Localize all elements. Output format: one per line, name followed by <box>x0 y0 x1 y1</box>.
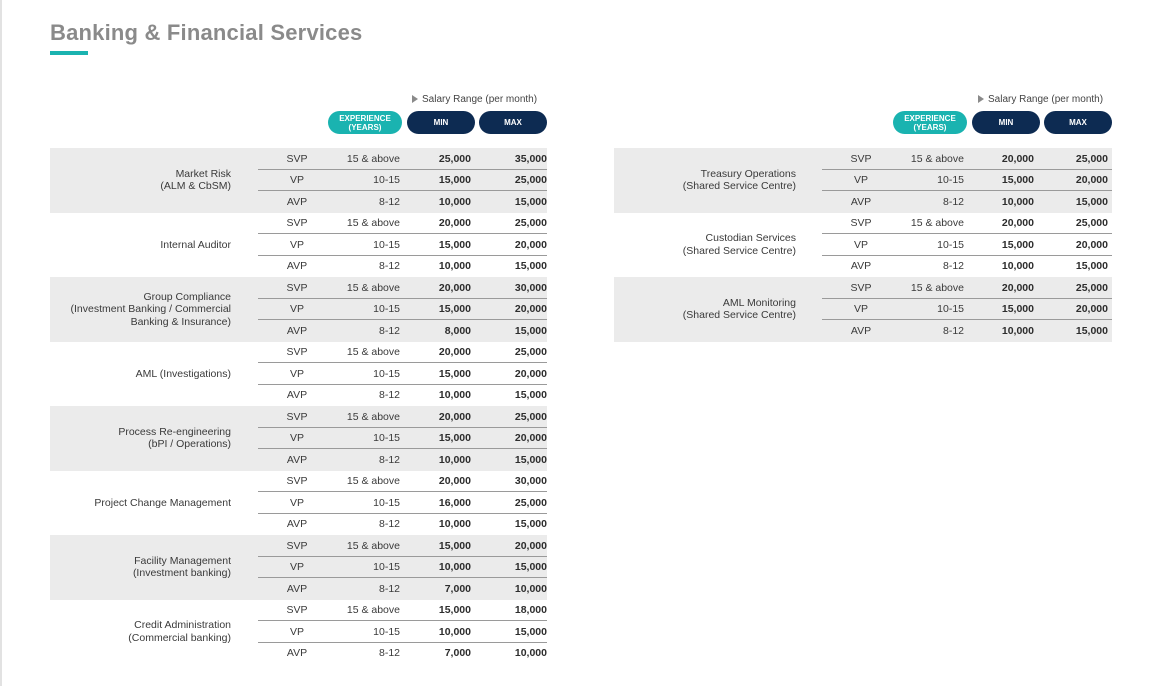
max-salary-cell: 20,000 <box>1075 238 1108 251</box>
experience-cell: 8-12 <box>378 518 400 531</box>
min-salary-cell: 25,000 <box>438 152 471 165</box>
experience-cell: 8-12 <box>378 260 400 273</box>
left-groups <box>50 148 547 664</box>
table-row <box>258 234 547 256</box>
table-row <box>258 363 547 385</box>
min-salary-cell: 10,000 <box>1001 195 1034 208</box>
experience-header <box>328 111 402 134</box>
max-salary-cell: 15,000 <box>1075 195 1108 208</box>
max-salary-cell: 25,000 <box>514 174 547 187</box>
experience-cell: 15 & above <box>910 281 964 294</box>
min-salary-cell: 15,000 <box>438 238 471 251</box>
table-row <box>258 385 547 407</box>
level-cell: SVP <box>850 281 872 294</box>
experience-cell: 15 & above <box>346 346 400 359</box>
role-group <box>50 406 547 471</box>
level-cell: VP <box>289 561 304 574</box>
experience-cell: 15 & above <box>346 410 400 423</box>
role-group <box>50 600 547 665</box>
max-salary-cell: 15,000 <box>514 561 547 574</box>
triangle-right-icon <box>412 95 418 103</box>
min-salary-cell: 10,000 <box>438 260 471 273</box>
level-cell: SVP <box>850 152 872 165</box>
min-salary-cell: 8,000 <box>444 324 471 337</box>
level-cell: AVP <box>286 260 308 273</box>
experience-cell: 10-15 <box>937 303 964 316</box>
max-salary-cell: 25,000 <box>514 410 547 423</box>
table-row <box>822 277 1112 299</box>
role-label <box>614 277 796 342</box>
role-rows <box>258 277 547 342</box>
role-label <box>50 213 231 278</box>
max-salary-cell: 30,000 <box>514 475 547 488</box>
experience-cell: 15 & above <box>910 217 964 230</box>
min-salary-cell: 20,000 <box>1001 217 1034 230</box>
level-cell: AVP <box>286 582 308 595</box>
role-rows <box>822 213 1112 278</box>
role-label-line: (ALM & CbSM) <box>160 180 231 193</box>
table-row <box>258 492 547 514</box>
table-row <box>258 557 547 579</box>
role-label-line: (Shared Service Centre) <box>682 244 796 257</box>
experience-header <box>893 111 967 134</box>
role-group <box>614 148 1112 213</box>
min-salary-cell: 10,000 <box>1001 260 1034 273</box>
min-salary-cell: 10,000 <box>438 195 471 208</box>
max-salary-cell: 25,000 <box>1075 281 1108 294</box>
level-cell: AVP <box>286 518 308 531</box>
max-salary-cell: 10,000 <box>514 647 547 660</box>
min-salary-cell: 15,000 <box>438 367 471 380</box>
salary-range-label: Salary Range (per month) <box>988 94 1104 105</box>
experience-label-line1: EXPERIENCE <box>339 113 391 123</box>
min-salary-cell: 10,000 <box>438 389 471 402</box>
min-salary-cell: 20,000 <box>1001 152 1034 165</box>
role-label <box>614 213 796 278</box>
role-label-line: AML (Investigations) <box>135 367 231 380</box>
max-salary-cell: 25,000 <box>514 217 547 230</box>
role-label-line: AML Monitoring <box>722 296 796 309</box>
level-cell: SVP <box>286 410 308 423</box>
level-cell: AVP <box>286 647 308 660</box>
table-row <box>258 471 547 493</box>
level-cell: AVP <box>850 324 872 337</box>
table-row <box>822 191 1112 213</box>
table-row <box>258 406 547 428</box>
role-label-line: Facility Management <box>134 554 231 567</box>
min-salary-cell: 15,000 <box>438 432 471 445</box>
min-header: MIN <box>407 111 475 134</box>
min-salary-cell: 15,000 <box>1001 238 1034 251</box>
max-salary-cell: 15,000 <box>514 518 547 531</box>
table-row <box>258 213 547 235</box>
min-salary-cell: 10,000 <box>1001 324 1034 337</box>
table-row <box>258 342 547 364</box>
table-row <box>258 320 547 342</box>
level-cell: SVP <box>286 281 308 294</box>
role-rows <box>258 535 547 600</box>
min-salary-cell: 15,000 <box>438 174 471 187</box>
experience-cell: 15 & above <box>346 539 400 552</box>
role-group <box>614 213 1112 278</box>
experience-cell: 10-15 <box>373 561 400 574</box>
table-row <box>258 170 547 192</box>
min-salary-cell: 20,000 <box>438 410 471 423</box>
role-label-line: Credit Administration <box>134 619 231 632</box>
table-row <box>258 148 547 170</box>
max-salary-cell: 15,000 <box>1075 324 1108 337</box>
min-salary-cell: 20,000 <box>438 475 471 488</box>
experience-cell: 8-12 <box>942 195 964 208</box>
level-cell: AVP <box>286 195 308 208</box>
role-label-line: Process Re-engineering <box>118 425 231 438</box>
max-header: MAX <box>1044 111 1112 134</box>
min-salary-cell: 20,000 <box>438 281 471 294</box>
table-row <box>258 449 547 471</box>
role-label-line: (Shared Service Centre) <box>682 180 796 193</box>
table-row <box>258 191 547 213</box>
experience-cell: 8-12 <box>378 647 400 660</box>
min-salary-cell: 16,000 <box>438 496 471 509</box>
role-label-line: Group Compliance <box>143 290 231 303</box>
role-label <box>50 406 231 471</box>
max-salary-cell: 15,000 <box>514 389 547 402</box>
experience-cell: 15 & above <box>346 604 400 617</box>
table-row <box>822 299 1112 321</box>
max-salary-cell: 15,000 <box>514 260 547 273</box>
level-cell: VP <box>289 174 304 187</box>
table-row <box>822 256 1112 278</box>
table-row <box>258 643 547 665</box>
role-label-line: Internal Auditor <box>160 238 231 251</box>
min-salary-cell: 10,000 <box>438 625 471 638</box>
role-label-line: (Investment Banking / Commercial <box>70 303 231 315</box>
role-label-line: Custodian Services <box>705 232 796 245</box>
experience-cell: 10-15 <box>373 367 400 380</box>
max-salary-cell: 20,000 <box>514 238 547 251</box>
role-label <box>50 600 231 665</box>
role-rows <box>258 600 547 665</box>
experience-cell: 15 & above <box>346 152 400 165</box>
min-salary-cell: 15,000 <box>1001 174 1034 187</box>
right-groups <box>614 148 1112 342</box>
page-title: Banking & Financial Services <box>50 20 363 45</box>
experience-cell: 15 & above <box>910 152 964 165</box>
level-cell: AVP <box>850 260 872 273</box>
role-label-line: (Investment banking) <box>132 567 231 580</box>
experience-cell: 10-15 <box>373 496 400 509</box>
role-rows <box>822 277 1112 342</box>
table-row <box>258 299 547 321</box>
salary-range-note <box>978 94 1103 105</box>
triangle-right-icon <box>978 95 984 103</box>
max-salary-cell: 10,000 <box>514 582 547 595</box>
max-salary-cell: 25,000 <box>1075 152 1108 165</box>
min-salary-cell: 15,000 <box>1001 303 1034 316</box>
role-rows <box>258 406 547 471</box>
experience-cell: 15 & above <box>346 475 400 488</box>
table-row <box>822 170 1112 192</box>
salary-range-label: Salary Range (per month) <box>422 94 538 105</box>
role-rows <box>258 148 547 213</box>
role-rows <box>258 342 547 407</box>
max-salary-cell: 15,000 <box>514 625 547 638</box>
table-row <box>258 621 547 643</box>
table-row <box>258 514 547 536</box>
role-label-line: Treasury Operations <box>700 167 796 180</box>
max-salary-cell: 18,000 <box>514 604 547 617</box>
experience-cell: 10-15 <box>373 238 400 251</box>
level-cell: VP <box>853 238 868 251</box>
experience-cell: 15 & above <box>346 281 400 294</box>
page-edge <box>0 0 2 686</box>
min-salary-cell: 7,000 <box>444 582 471 595</box>
level-cell: SVP <box>286 604 308 617</box>
role-group <box>50 148 547 213</box>
level-cell: VP <box>289 303 304 316</box>
experience-cell: 15 & above <box>346 217 400 230</box>
min-header: MIN <box>972 111 1040 134</box>
level-cell: SVP <box>286 217 308 230</box>
role-group <box>50 213 547 278</box>
max-salary-cell: 20,000 <box>514 303 547 316</box>
table-row <box>258 428 547 450</box>
min-salary-cell: 15,000 <box>438 303 471 316</box>
role-label <box>614 148 796 213</box>
table-row <box>258 277 547 299</box>
experience-label-line1: EXPERIENCE <box>904 113 956 123</box>
experience-cell: 8-12 <box>378 324 400 337</box>
role-label-line: Project Change Management <box>94 496 231 509</box>
min-salary-cell: 10,000 <box>438 453 471 466</box>
title-underline <box>50 51 88 55</box>
role-label <box>50 277 231 342</box>
min-salary-cell: 10,000 <box>438 518 471 531</box>
experience-cell: 8-12 <box>378 195 400 208</box>
level-cell: VP <box>289 432 304 445</box>
level-cell: VP <box>853 174 868 187</box>
max-salary-cell: 20,000 <box>1075 303 1108 316</box>
experience-cell: 10-15 <box>373 303 400 316</box>
min-salary-cell: 7,000 <box>444 647 471 660</box>
experience-label-line2: (YEARS) <box>348 122 382 132</box>
max-salary-cell: 20,000 <box>1075 174 1108 187</box>
experience-cell: 10-15 <box>373 625 400 638</box>
level-cell: VP <box>289 496 304 509</box>
experience-cell: 10-15 <box>937 238 964 251</box>
table-row <box>822 148 1112 170</box>
level-cell: SVP <box>286 539 308 552</box>
level-cell: SVP <box>286 475 308 488</box>
max-salary-cell: 20,000 <box>514 539 547 552</box>
role-label-line: Banking & Insurance) <box>130 315 231 328</box>
role-rows <box>258 471 547 536</box>
role-rows <box>822 148 1112 213</box>
min-salary-cell: 20,000 <box>1001 281 1034 294</box>
max-salary-cell: 15,000 <box>514 324 547 337</box>
max-salary-cell: 35,000 <box>514 152 547 165</box>
max-salary-cell: 25,000 <box>514 346 547 359</box>
role-group <box>50 471 547 536</box>
level-cell: VP <box>853 303 868 316</box>
min-salary-cell: 15,000 <box>438 604 471 617</box>
level-cell: VP <box>289 625 304 638</box>
level-cell: AVP <box>286 389 308 402</box>
experience-cell: 8-12 <box>378 453 400 466</box>
level-cell: SVP <box>286 346 308 359</box>
table-row <box>258 256 547 278</box>
experience-cell: 10-15 <box>373 432 400 445</box>
experience-label-line2: (YEARS) <box>913 122 947 132</box>
level-cell: VP <box>289 238 304 251</box>
experience-cell: 8-12 <box>942 260 964 273</box>
table-row <box>258 578 547 600</box>
level-cell: AVP <box>850 195 872 208</box>
salary-range-note <box>412 94 537 105</box>
experience-cell: 8-12 <box>378 582 400 595</box>
role-label-line: (Shared Service Centre) <box>682 309 796 322</box>
max-salary-cell: 15,000 <box>514 195 547 208</box>
role-label <box>50 148 231 213</box>
table-row <box>822 234 1112 256</box>
level-cell: AVP <box>286 324 308 337</box>
level-cell: VP <box>289 367 304 380</box>
role-group <box>50 277 547 342</box>
role-label-line: (bPI / Operations) <box>148 438 231 451</box>
min-salary-cell: 15,000 <box>438 539 471 552</box>
level-cell: AVP <box>286 453 308 466</box>
experience-cell: 8-12 <box>942 324 964 337</box>
role-rows <box>258 213 547 278</box>
experience-cell: 8-12 <box>378 389 400 402</box>
table-row <box>822 213 1112 235</box>
max-salary-cell: 20,000 <box>514 367 547 380</box>
max-salary-cell: 15,000 <box>514 453 547 466</box>
table-row <box>258 535 547 557</box>
experience-cell: 10-15 <box>373 174 400 187</box>
role-label-line: Market Risk <box>175 167 231 180</box>
max-salary-cell: 25,000 <box>514 496 547 509</box>
role-label <box>50 342 231 407</box>
max-salary-cell: 20,000 <box>514 432 547 445</box>
role-label-line: (Commercial banking) <box>128 631 231 644</box>
role-group <box>50 342 547 407</box>
level-cell: SVP <box>850 217 872 230</box>
experience-cell: 10-15 <box>937 174 964 187</box>
level-cell: SVP <box>286 152 308 165</box>
role-group <box>50 535 547 600</box>
max-salary-cell: 30,000 <box>514 281 547 294</box>
max-header: MAX <box>479 111 547 134</box>
role-label <box>50 471 231 536</box>
min-salary-cell: 20,000 <box>438 346 471 359</box>
min-salary-cell: 10,000 <box>438 561 471 574</box>
max-salary-cell: 15,000 <box>1075 260 1108 273</box>
role-group <box>614 277 1112 342</box>
table-row <box>822 320 1112 342</box>
min-salary-cell: 20,000 <box>438 217 471 230</box>
role-label <box>50 535 231 600</box>
max-salary-cell: 25,000 <box>1075 217 1108 230</box>
table-row <box>258 600 547 622</box>
